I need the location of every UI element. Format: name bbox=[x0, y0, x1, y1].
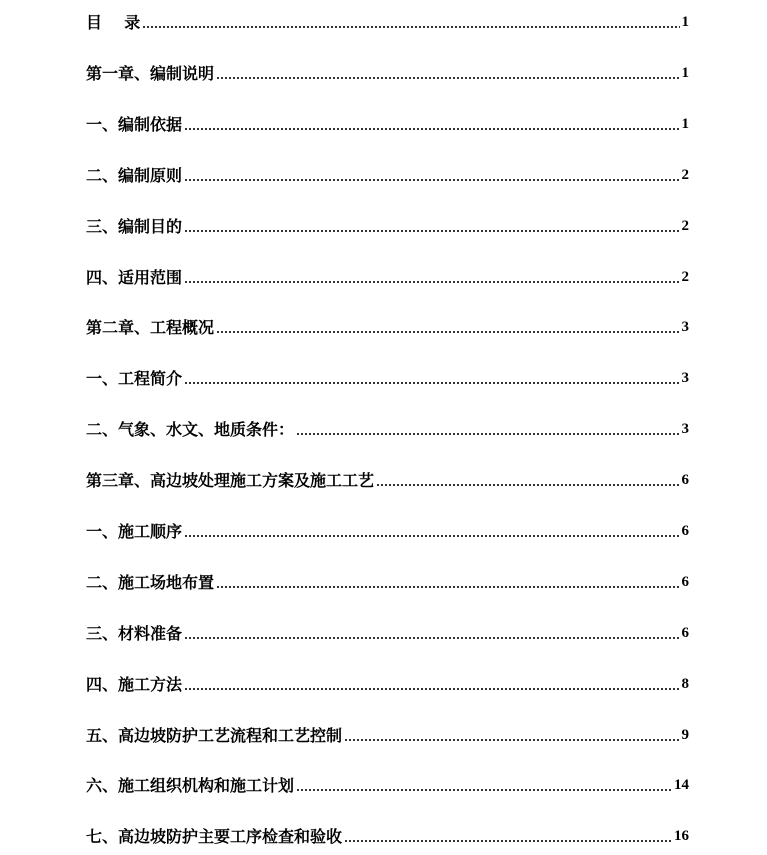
toc-entry-title: 三、材料准备 bbox=[86, 624, 183, 643]
dot-leader bbox=[296, 433, 679, 435]
toc-entry-title: 目 录 bbox=[86, 13, 141, 32]
toc-entry-title: 六、施工组织机构和施工计划 bbox=[86, 776, 295, 795]
toc-entry-1-2[interactable] bbox=[86, 167, 689, 184]
dot-leader bbox=[184, 128, 679, 130]
toc-entry-1-1[interactable] bbox=[86, 116, 689, 133]
toc-entry-3-3[interactable] bbox=[86, 625, 689, 642]
toc-entry-page: 8 bbox=[681, 676, 689, 692]
dot-leader bbox=[184, 382, 679, 384]
toc-entry-title: 四、施工方法 bbox=[86, 675, 183, 694]
toc-entry-page: 1 bbox=[681, 14, 689, 30]
toc-entry-title: 一、施工顺序 bbox=[86, 522, 183, 541]
toc-entry-title: 二、气象、水文、地质条件： bbox=[86, 420, 295, 439]
toc-entry-title: 二、施工场地布置 bbox=[86, 573, 215, 592]
toc-entry-2-1[interactable] bbox=[86, 370, 689, 387]
dot-leader bbox=[344, 739, 679, 741]
toc-entry-3-5[interactable] bbox=[86, 727, 689, 744]
toc-entry-title: 第一章、编制说明 bbox=[86, 64, 215, 83]
dot-leader bbox=[184, 179, 679, 181]
toc-entry-1-4[interactable] bbox=[86, 269, 689, 286]
dot-leader bbox=[216, 77, 679, 79]
toc-entry-title: 三、编制目的 bbox=[86, 217, 183, 236]
toc-entry-page: 16 bbox=[674, 828, 689, 844]
dot-leader bbox=[216, 331, 679, 333]
toc-entry-page: 1 bbox=[681, 65, 689, 81]
toc-entry-page: 3 bbox=[681, 319, 689, 335]
dot-leader bbox=[184, 230, 679, 232]
dot-leader bbox=[216, 586, 679, 588]
toc-entry-3-2[interactable] bbox=[86, 574, 689, 591]
toc-entry-page: 3 bbox=[681, 421, 689, 437]
toc-entry-3-4[interactable] bbox=[86, 676, 689, 693]
dot-leader bbox=[184, 688, 679, 690]
toc-entry-chapter-1[interactable] bbox=[86, 65, 689, 82]
dot-leader bbox=[344, 840, 672, 842]
toc-entry-chapter-3[interactable] bbox=[86, 472, 689, 489]
toc-entry-title: 第二章、工程概况 bbox=[86, 318, 215, 337]
toc-entry-chapter-2[interactable] bbox=[86, 319, 689, 336]
dot-leader bbox=[184, 535, 679, 537]
toc-entry-title: 五、高边坡防护工艺流程和工艺控制 bbox=[86, 726, 343, 745]
toc-entry-3-7[interactable] bbox=[86, 828, 689, 845]
dot-leader bbox=[184, 637, 679, 639]
toc-entry-page: 14 bbox=[674, 777, 689, 793]
dot-leader bbox=[142, 26, 679, 28]
toc-entry-1-3[interactable] bbox=[86, 218, 689, 235]
toc-entry-page: 6 bbox=[681, 472, 689, 488]
toc-entry-page: 1 bbox=[681, 116, 689, 132]
toc-entry-title: 一、编制依据 bbox=[86, 115, 183, 134]
toc-entry-page: 9 bbox=[681, 727, 689, 743]
toc-entry-title: 二、编制原则 bbox=[86, 166, 183, 185]
toc-entry-2-2[interactable] bbox=[86, 421, 689, 438]
toc-entry-title: 第三章、高边坡处理施工方案及施工工艺 bbox=[86, 471, 375, 490]
toc-entry-page: 6 bbox=[681, 523, 689, 539]
toc-entry-page: 2 bbox=[681, 167, 689, 183]
toc-entry-title: 七、高边坡防护主要工序检查和验收 bbox=[86, 827, 343, 846]
toc-entry-page: 6 bbox=[681, 625, 689, 641]
toc-entry-page: 2 bbox=[681, 269, 689, 285]
dot-leader bbox=[376, 484, 679, 486]
toc-entry-3-1[interactable] bbox=[86, 523, 689, 540]
toc-entry-3-6[interactable] bbox=[86, 777, 689, 794]
toc-entry-page: 2 bbox=[681, 218, 689, 234]
toc-entry-title: 一、工程简介 bbox=[86, 369, 183, 388]
toc-entry-page: 6 bbox=[681, 574, 689, 590]
toc-entry-contents-heading[interactable] bbox=[86, 14, 689, 31]
dot-leader bbox=[296, 789, 672, 791]
dot-leader bbox=[184, 281, 679, 283]
toc-entry-title: 四、适用范围 bbox=[86, 268, 183, 287]
toc-entry-page: 3 bbox=[681, 370, 689, 386]
